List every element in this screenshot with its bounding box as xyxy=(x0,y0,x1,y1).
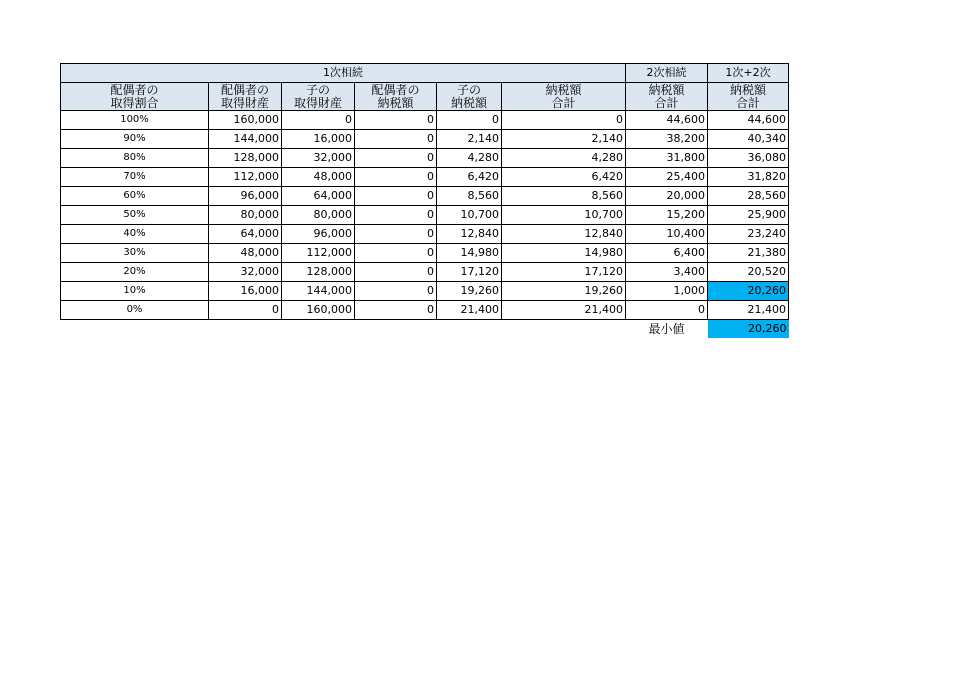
value-cell: 15,200 xyxy=(626,206,708,225)
value-cell: 20,000 xyxy=(626,187,708,206)
col-header-child-property xyxy=(282,83,355,111)
table-row xyxy=(61,111,789,130)
header-line: 取得財産 xyxy=(293,95,342,110)
value-cell: 21,400 xyxy=(502,301,626,320)
value-cell: 31,800 xyxy=(626,149,708,168)
value-cell: 44,600 xyxy=(708,111,789,130)
inheritance-tax-table xyxy=(60,63,789,338)
value-cell: 4,280 xyxy=(502,149,626,168)
value-cell: 128,000 xyxy=(282,263,355,282)
header-line: 合計 xyxy=(551,95,576,110)
header-line: 納税額 xyxy=(729,82,766,97)
value-cell: 19,260 xyxy=(437,282,502,301)
table-row xyxy=(61,130,789,149)
value-cell: 19,260 xyxy=(502,282,626,301)
value-cell: 38,200 xyxy=(626,130,708,149)
header-line: 納税額 xyxy=(377,95,414,110)
header-line: 納税額 xyxy=(545,82,582,97)
ratio-cell: 70% xyxy=(61,168,209,187)
header-line: 納税額 xyxy=(648,82,685,97)
table-row xyxy=(61,301,789,320)
value-cell: 2,140 xyxy=(502,130,626,149)
value-cell: 16,000 xyxy=(209,282,282,301)
value-cell: 2,140 xyxy=(437,130,502,149)
ratio-cell: 30% xyxy=(61,244,209,263)
col-header-spouse-tax xyxy=(355,83,437,111)
value-cell: 25,900 xyxy=(708,206,789,225)
value-cell: 36,080 xyxy=(708,149,789,168)
value-cell: 21,380 xyxy=(708,244,789,263)
value-cell: 25,400 xyxy=(626,168,708,187)
combined-header: 1次+2次 xyxy=(708,64,789,83)
col-header-combined-total xyxy=(708,83,789,111)
value-cell: 17,120 xyxy=(502,263,626,282)
table-row xyxy=(61,244,789,263)
value-cell: 31,820 xyxy=(708,168,789,187)
value-cell: 64,000 xyxy=(282,187,355,206)
value-cell: 4,280 xyxy=(437,149,502,168)
minimum-label: 最小値 xyxy=(648,322,685,336)
header-line: 配偶者の xyxy=(220,82,269,97)
value-cell: 0 xyxy=(626,301,708,320)
ratio-cell: 60% xyxy=(61,187,209,206)
col-header-spouse-ratio xyxy=(61,83,209,111)
value-cell: 0 xyxy=(355,282,437,301)
table-row xyxy=(61,225,789,244)
value-cell: 20,260 xyxy=(708,282,789,301)
value-cell: 6,420 xyxy=(502,168,626,187)
ratio-cell: 20% xyxy=(61,263,209,282)
column-header-row xyxy=(61,83,789,111)
value-cell: 3,400 xyxy=(626,263,708,282)
value-cell: 0 xyxy=(282,111,355,130)
value-cell: 80,000 xyxy=(282,206,355,225)
value-cell: 0 xyxy=(355,244,437,263)
value-cell: 10,400 xyxy=(626,225,708,244)
value-cell: 8,560 xyxy=(502,187,626,206)
value-cell: 6,400 xyxy=(626,244,708,263)
col-header-spouse-property xyxy=(209,83,282,111)
ratio-cell: 100% xyxy=(61,111,209,130)
value-cell: 0 xyxy=(355,111,437,130)
table-row xyxy=(61,149,789,168)
value-cell: 32,000 xyxy=(282,149,355,168)
value-cell: 128,000 xyxy=(209,149,282,168)
minimum-row xyxy=(61,320,789,339)
value-cell: 10,700 xyxy=(437,206,502,225)
second-inheritance-header: 2次相続 xyxy=(626,64,708,83)
value-cell: 96,000 xyxy=(209,187,282,206)
value-cell: 14,980 xyxy=(502,244,626,263)
value-cell: 160,000 xyxy=(209,111,282,130)
value-cell: 44,600 xyxy=(626,111,708,130)
header-line: 配偶者の xyxy=(110,82,159,97)
header-line: 合計 xyxy=(654,95,679,110)
value-cell: 64,000 xyxy=(209,225,282,244)
value-cell: 8,560 xyxy=(437,187,502,206)
header-line: 納税額 xyxy=(450,95,487,110)
value-cell: 144,000 xyxy=(282,282,355,301)
value-cell: 96,000 xyxy=(282,225,355,244)
value-cell: 0 xyxy=(355,301,437,320)
ratio-cell: 50% xyxy=(61,206,209,225)
value-cell: 160,000 xyxy=(282,301,355,320)
value-cell: 12,840 xyxy=(502,225,626,244)
value-cell: 112,000 xyxy=(282,244,355,263)
value-cell: 0 xyxy=(355,263,437,282)
value-cell: 28,560 xyxy=(708,187,789,206)
value-cell: 17,120 xyxy=(437,263,502,282)
ratio-cell: 40% xyxy=(61,225,209,244)
value-cell: 21,400 xyxy=(708,301,789,320)
value-cell: 48,000 xyxy=(282,168,355,187)
value-cell: 0 xyxy=(355,168,437,187)
value-cell: 0 xyxy=(355,187,437,206)
table-row xyxy=(61,282,789,301)
ratio-cell: 10% xyxy=(61,282,209,301)
header-line: 子の xyxy=(456,82,481,97)
value-cell: 0 xyxy=(355,206,437,225)
col-header-second-total xyxy=(626,83,708,111)
value-cell: 16,000 xyxy=(282,130,355,149)
value-cell: 0 xyxy=(437,111,502,130)
first-inheritance-header: 1次相続 xyxy=(61,64,626,83)
table-row xyxy=(61,206,789,225)
value-cell: 20,520 xyxy=(708,263,789,282)
table-row xyxy=(61,263,789,282)
col-header-first-total xyxy=(502,83,626,111)
value-cell: 0 xyxy=(355,149,437,168)
value-cell: 0 xyxy=(355,225,437,244)
header-line: 取得財産 xyxy=(220,95,269,110)
value-cell: 0 xyxy=(209,301,282,320)
value-cell: 0 xyxy=(502,111,626,130)
header-line: 合計 xyxy=(735,95,760,110)
value-cell: 112,000 xyxy=(209,168,282,187)
table-row xyxy=(61,187,789,206)
value-cell: 32,000 xyxy=(209,263,282,282)
blank-cell xyxy=(61,320,626,339)
header-line: 取得割合 xyxy=(110,95,159,110)
value-cell: 23,240 xyxy=(708,225,789,244)
value-cell: 21,400 xyxy=(437,301,502,320)
ratio-cell: 90% xyxy=(61,130,209,149)
value-cell: 14,980 xyxy=(437,244,502,263)
value-cell: 40,340 xyxy=(708,130,789,149)
value-cell: 48,000 xyxy=(209,244,282,263)
ratio-cell: 80% xyxy=(61,149,209,168)
value-cell: 10,700 xyxy=(502,206,626,225)
header-line: 子の xyxy=(305,82,330,97)
value-cell: 80,000 xyxy=(209,206,282,225)
value-cell: 0 xyxy=(355,130,437,149)
value-cell: 144,000 xyxy=(209,130,282,149)
col-header-child-tax xyxy=(437,83,502,111)
header-line: 配偶者の xyxy=(371,82,420,97)
table-row xyxy=(61,168,789,187)
ratio-cell: 0% xyxy=(61,301,209,320)
value-cell: 1,000 xyxy=(626,282,708,301)
minimum-value: 20,260 xyxy=(708,320,789,339)
value-cell: 6,420 xyxy=(437,168,502,187)
value-cell: 12,840 xyxy=(437,225,502,244)
group-header-row xyxy=(61,64,789,83)
